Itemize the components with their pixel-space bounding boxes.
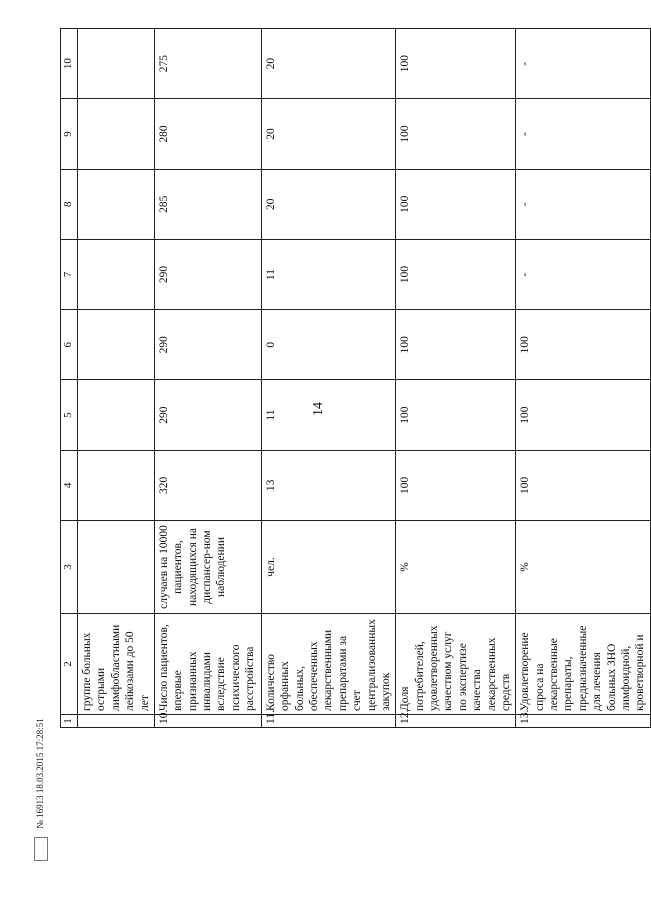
indicator-name: группе больных острыми лимфобластными лейкозами до 50 лет xyxy=(78,614,155,715)
table-row xyxy=(261,29,395,728)
value-cell: 100 xyxy=(396,380,516,450)
unit-cell: % xyxy=(396,521,516,614)
value-cell: 13 xyxy=(261,450,395,520)
unit-cell: % xyxy=(516,521,650,614)
doc-number: № 16913 xyxy=(35,795,45,829)
value-cell: 290 xyxy=(154,310,261,380)
indicators-table-container xyxy=(60,28,647,728)
header-cell: 4 xyxy=(61,450,78,520)
value-cell: 100 xyxy=(396,310,516,380)
row-number xyxy=(78,715,155,728)
value-cell: 100 xyxy=(396,29,516,99)
value-cell: 100 xyxy=(516,380,650,450)
value-cell: 280 xyxy=(154,99,261,169)
indicators-table xyxy=(60,28,651,728)
value-cell: - xyxy=(516,239,650,309)
header-cell: 10 xyxy=(61,29,78,99)
value-cell: 20 xyxy=(261,29,395,99)
header-cell: 2 xyxy=(61,614,78,715)
header-cell: 5 xyxy=(61,380,78,450)
table-row xyxy=(78,29,155,728)
row-number: 10. xyxy=(154,715,261,728)
row-number: 11. xyxy=(261,715,395,728)
stamp-logo-icon xyxy=(34,837,48,861)
indicator-name: Количество орфанных больных, обеспеченных лекарственными препаратами за счет централизованных закупок xyxy=(261,614,395,715)
value-cell xyxy=(78,169,155,239)
row-number: 12. xyxy=(396,715,516,728)
value-cell: 100 xyxy=(396,169,516,239)
header-cell: 1 xyxy=(61,715,78,728)
header-cell: 9 xyxy=(61,99,78,169)
value-cell xyxy=(78,310,155,380)
value-cell: 100 xyxy=(396,450,516,520)
indicator-name: Удовлетворение спроса на лекарственные препараты, предназначенные для лечения больных ЗНО лимфоидной, кроветворной и xyxy=(516,614,650,715)
value-cell: 20 xyxy=(261,99,395,169)
value-cell: 100 xyxy=(396,99,516,169)
value-cell: 11 xyxy=(261,380,395,450)
row-number: 13. xyxy=(516,715,650,728)
value-cell: 100 xyxy=(516,450,650,520)
value-cell: 290 xyxy=(154,380,261,450)
table-row xyxy=(154,29,261,728)
table-row xyxy=(396,29,516,728)
page-number: 14 xyxy=(311,402,326,416)
value-cell: 11 xyxy=(261,239,395,309)
header-cell: 8 xyxy=(61,169,78,239)
value-cell xyxy=(78,380,155,450)
value-cell: 100 xyxy=(516,310,650,380)
value-cell: 0 xyxy=(261,310,395,380)
table-header-row xyxy=(61,29,78,728)
value-cell xyxy=(78,239,155,309)
header-cell: 3 xyxy=(61,521,78,614)
header-cell: 6 xyxy=(61,310,78,380)
table-row xyxy=(516,29,650,728)
unit-cell xyxy=(78,521,155,614)
value-cell xyxy=(78,29,155,99)
value-cell: 290 xyxy=(154,239,261,309)
indicator-name: Число пациентов, впервые признанных инвалидами вследствие психического расстройства xyxy=(154,614,261,715)
value-cell xyxy=(78,99,155,169)
value-cell: 285 xyxy=(154,169,261,239)
value-cell: 100 xyxy=(396,239,516,309)
value-cell: - xyxy=(516,99,650,169)
value-cell: 275 xyxy=(154,29,261,99)
unit-cell: чел. xyxy=(261,521,395,614)
header-cell: 7 xyxy=(61,239,78,309)
value-cell: - xyxy=(516,29,650,99)
indicator-name: Доля потребителей, удовлетворенных качеством услуг по экспертизе качества лекарственных средств xyxy=(396,614,516,715)
value-cell: 320 xyxy=(154,450,261,520)
value-cell: - xyxy=(516,169,650,239)
value-cell: 20 xyxy=(261,169,395,239)
doc-timestamp: 18.03.2015 17:28:51 xyxy=(35,718,45,794)
document-footer xyxy=(30,601,50,861)
unit-cell: случаев на 10000 пациентов, находящихся на диспансер-ном наблюдении xyxy=(154,521,261,614)
value-cell xyxy=(78,450,155,520)
